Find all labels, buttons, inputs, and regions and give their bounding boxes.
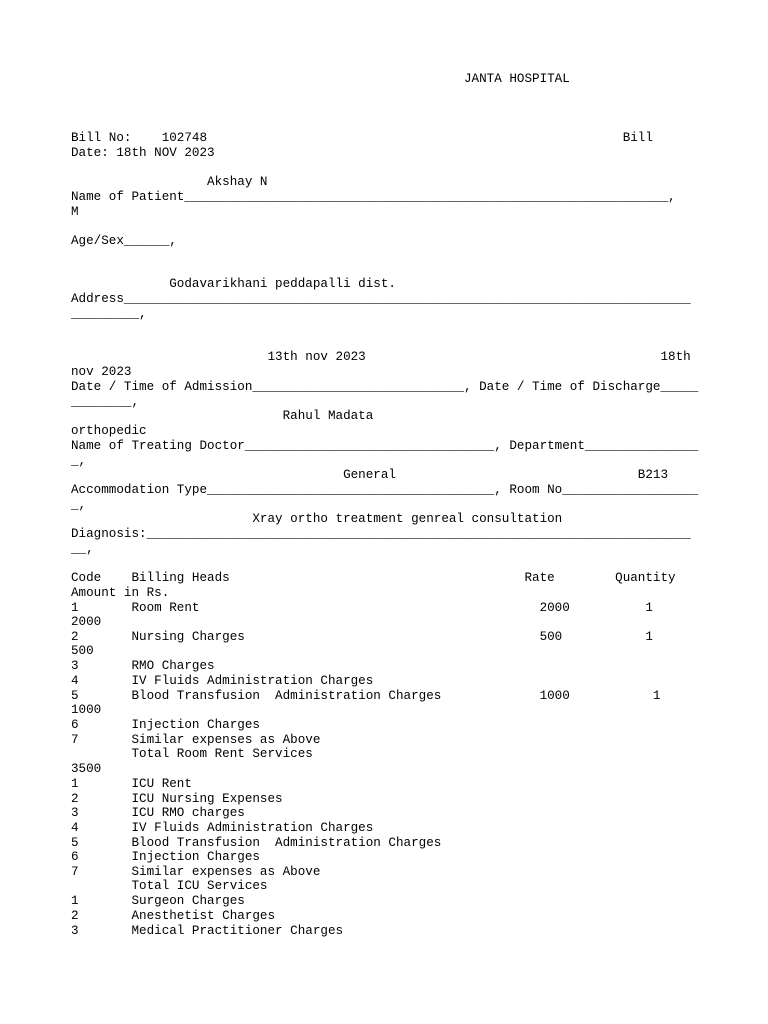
table-row: 6 Injection Charges — [71, 718, 260, 732]
table-row: 3 ICU RMO charges — [71, 806, 245, 820]
table-row-amount: 1000 — [71, 703, 102, 717]
hospital-name: JANTA HOSPITAL — [71, 72, 570, 86]
patient-name-value: Akshay N — [71, 175, 268, 189]
accommodation-room-values: General B213 — [71, 468, 669, 482]
table-row: 1 Room Rent 2000 1 — [71, 601, 653, 615]
table-row: 6 Injection Charges — [71, 850, 260, 864]
diagnosis-value: Xray ortho treatment genreal consultation — [71, 512, 563, 526]
table-row: 2 Anesthetist Charges — [71, 909, 276, 923]
table-row: 7 Similar expenses as Above — [71, 733, 321, 747]
total-row: Total Room Rent Services — [71, 747, 313, 761]
billing-table-header-cont: Amount in Rs. — [71, 586, 170, 600]
room-field-cont: _, — [71, 498, 87, 512]
table-row-amount: 500 — [71, 644, 94, 658]
sex-value: M — [71, 205, 79, 219]
table-row: 5 Blood Transfusion Administration Charges 1000 1 — [71, 689, 661, 703]
admission-discharge-values: 13th nov 2023 18th — [71, 350, 691, 364]
table-row: 4 IV Fluids Administration Charges — [71, 821, 374, 835]
diagnosis-field-cont: __, — [71, 542, 94, 556]
table-row: 1 ICU Rent — [71, 777, 192, 791]
accommodation-room-field: Accommodation Type______________________________________, Room No__________________ — [71, 483, 699, 497]
doctor-value: Rahul Madata — [71, 409, 374, 423]
patient-name-field: Name of Patient________________________________________________________________, — [71, 190, 676, 204]
table-row: 1 Surgeon Charges — [71, 894, 245, 908]
address-field-cont: _________, — [71, 307, 147, 321]
bill-no-line: Bill No: 102748 Bill — [71, 131, 653, 145]
table-row: 3 RMO Charges — [71, 659, 215, 673]
doctor-department-field: Name of Treating Doctor_________________________________, Department_______________ — [71, 439, 699, 453]
age-sex-field: Age/Sex______, — [71, 234, 177, 248]
admission-discharge-field: Date / Time of Admission____________________________, Date / Time of Discharge_____ — [71, 380, 699, 394]
table-row: 7 Similar expenses as Above — [71, 865, 321, 879]
discharge-field-cont: ________, — [71, 395, 140, 409]
department-field-cont: _, — [71, 454, 87, 468]
table-row: 5 Blood Transfusion Administration Charges — [71, 836, 442, 850]
address-field: Address___________________________________________________________________________ — [71, 292, 691, 306]
table-row: 3 Medical Practitioner Charges — [71, 924, 344, 938]
total-row-amount: 3500 — [71, 762, 102, 776]
table-row: 2 Nursing Charges 500 1 — [71, 630, 653, 644]
table-row: 4 IV Fluids Administration Charges — [71, 674, 374, 688]
discharge-value-cont: nov 2023 — [71, 365, 132, 379]
address-value: Godavarikhani peddapalli dist. — [71, 277, 396, 291]
department-value: orthopedic — [71, 424, 147, 438]
table-row: 2 ICU Nursing Expenses — [71, 792, 283, 806]
diagnosis-field: Diagnosis:________________________________________________________________________ — [71, 527, 691, 541]
table-row-amount: 2000 — [71, 615, 102, 629]
billing-table-header: Code Billing Heads Rate Quantity — [71, 571, 676, 585]
total-row: Total ICU Services — [71, 879, 268, 893]
bill-date-line: Date: 18th NOV 2023 — [71, 146, 215, 160]
